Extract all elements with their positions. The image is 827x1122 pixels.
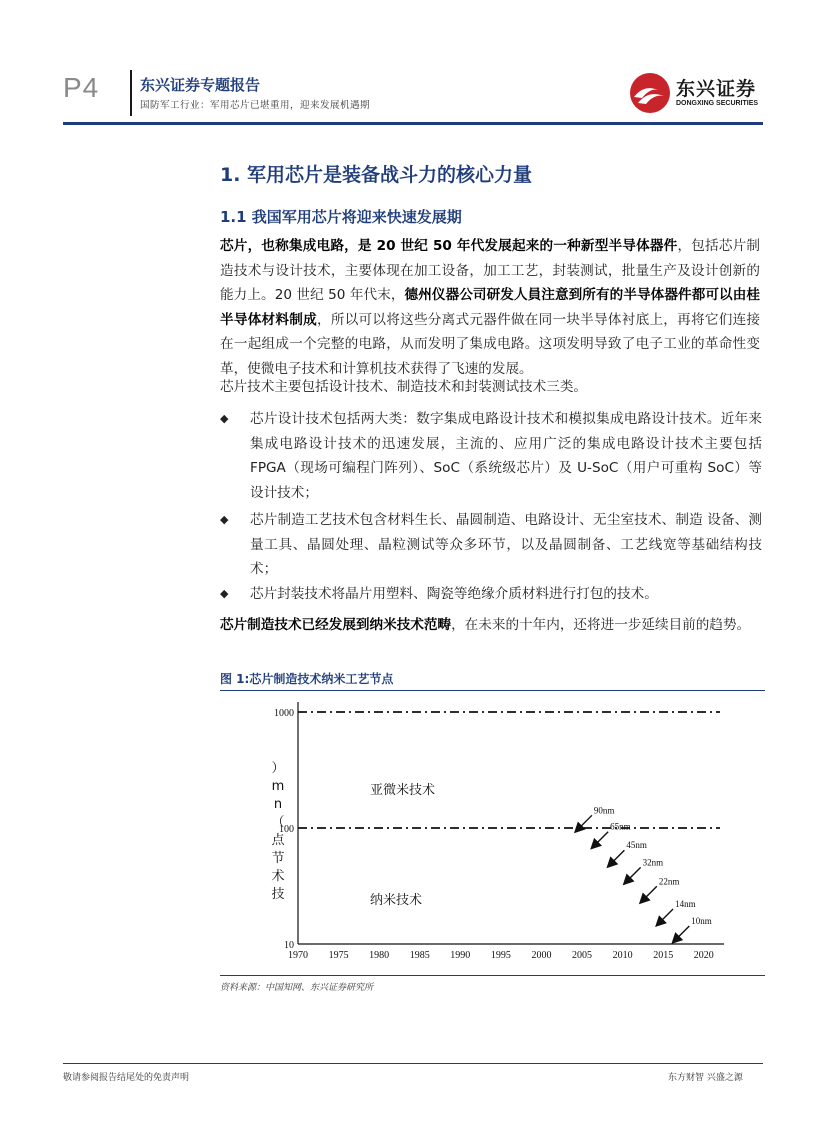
figure-rule-top	[220, 690, 765, 691]
y-axis-label-char: （	[271, 815, 285, 830]
x-tick-label: 1990	[450, 950, 471, 961]
header-separator	[130, 70, 132, 116]
x-tick-label: 1975	[328, 950, 349, 961]
paragraph-nano-text: ，在未来的十年内，还将进一步延续目前的趋势。	[451, 617, 751, 633]
paragraph-intro-bold-2: 德州仪器公司研发人員注意到所有的半导体器件都可以由桂半导体材料制成	[220, 287, 760, 328]
data-point-arrow	[673, 926, 689, 942]
paragraph-intro-text-1: ，包括芯片制造技术与设计技术，主要体现在加工设备，加工工艺，封装测试，批量生产及设计创新的能力上。20 世纪 50 年代末，	[220, 238, 760, 304]
page-number: P4	[63, 72, 100, 103]
figure-source: 资料来源：中国知网、东兴证券研究所	[220, 983, 374, 993]
data-point-arrow	[592, 832, 608, 848]
y-axis-label-char: 节	[271, 851, 285, 866]
footer-rule	[63, 1063, 763, 1064]
subsection-heading: 1.1 我国军用芯片将迎来快速发展期	[220, 208, 462, 226]
paragraph-nano-bold: 芯片制造技术已经发展到纳米技术范畴	[220, 617, 452, 633]
x-tick-label: 2005	[572, 950, 593, 961]
list-item-text: 芯片设计技术包括两大类：数字集成电路设计技术和模拟集成电路设计技术。近年来集成电路设计技术的迅速发展，主流的、应用广泛的集成电路设计技术主要包括 FPGA（现场可编程门阵列）、SoC（系统级芯片）及 U-SoC（用户可重构 SoC）等设计技术；	[250, 411, 762, 501]
data-point-arrow	[625, 867, 641, 883]
figure-rule-bottom	[220, 975, 765, 976]
paragraph-intro	[220, 234, 760, 382]
report-subtitle: 国防军工行业：军用芯片已堪重用，迎来发展机遇期	[140, 100, 371, 111]
data-point-arrow	[641, 886, 657, 902]
data-point-label: 65nm	[610, 821, 631, 832]
diamond-bullet-icon: ◆	[220, 587, 229, 600]
x-tick-label: 1995	[490, 950, 511, 961]
data-point-label: 22nm	[658, 876, 680, 887]
x-tick-label: 2015	[653, 950, 674, 961]
x-tick-label: 1970	[288, 950, 308, 961]
diamond-bullet-icon: ◆	[220, 513, 229, 526]
process-node-chart	[220, 692, 765, 974]
data-point-label: 90nm	[593, 805, 615, 816]
data-point-label: 14nm	[675, 899, 696, 910]
y-axis-label-char: n	[273, 797, 283, 812]
paragraph-nano	[220, 613, 760, 638]
diamond-bullet-icon: ◆	[220, 412, 229, 425]
region-label-submicron: 亚微米技术	[370, 783, 436, 798]
data-point-label: 45nm	[626, 840, 647, 851]
paragraph-intro-text-2: ，所以可以将这些分离式元器件做在同一块半导体衬底上，再将它们连接在一起组成一个完整的电路，从而发明了集成电路。这项发明导致了电子工业的革命性变革，使微电子技术和计算机技术获得了飞速的发展。	[220, 311, 761, 377]
logo-text: 东兴证券	[676, 78, 757, 100]
data-point-arrow	[657, 909, 673, 925]
y-axis-label-char: 技	[271, 887, 285, 902]
list-item-text: 芯片制造工艺技术包含材料生长、晶圆制造、电路设计、无尘室技术、制造 设备、测量工具、晶圆处理、晶粒测试等众多环节，以及晶圆制备、工艺线宽等基础结构技术；	[250, 512, 762, 578]
report-title: 东兴证券专题报告	[140, 76, 261, 94]
y-axis-label-char: 术	[271, 869, 285, 884]
data-point-label: 32nm	[642, 857, 664, 868]
y-axis-label-char: ）	[271, 761, 285, 776]
footer-slogan: 东方财智 兴盛之源	[668, 1073, 743, 1083]
region-label-nano: 纳米技术	[370, 893, 423, 908]
section-heading: 1. 军用芯片是装备战斗力的核心力量	[220, 164, 533, 186]
y-tick-label: 1000	[274, 708, 294, 719]
footer-disclaimer: 敬请参阅报告结尾处的免责声明	[63, 1073, 190, 1083]
y-tick-label: 10	[284, 940, 294, 951]
paragraph-tech-types: 芯片技术主要包括设计技术、制造技术和封装测试技术三类。	[220, 379, 588, 395]
x-tick-label: 2020	[693, 950, 714, 961]
data-point-arrow	[576, 815, 592, 831]
list-item-text: 芯片封装技术将晶片用塑料、陶瓷等绝缘介质材料进行打包的技术。	[250, 586, 658, 602]
x-tick-label: 1985	[409, 950, 430, 961]
logo-subtext: DONGXING SECURITIES	[676, 100, 759, 107]
y-tick-label: 100	[279, 824, 294, 835]
figure-title: 图 1:芯片制造技术纳米工艺节点	[220, 672, 394, 686]
data-point-arrow	[608, 850, 624, 866]
x-tick-label: 2000	[531, 950, 552, 961]
header-rule	[63, 122, 763, 125]
y-axis-label-char: 点	[271, 833, 285, 848]
y-axis-label-char: m	[271, 779, 285, 794]
x-tick-label: 1980	[369, 950, 390, 961]
x-tick-label: 2010	[612, 950, 633, 961]
data-point-label: 10nm	[691, 916, 712, 926]
paragraph-intro-bold-1: 芯片，也称集成电路，是 20 世纪 50 年代发展起来的一种新型半导体器件	[220, 238, 678, 254]
